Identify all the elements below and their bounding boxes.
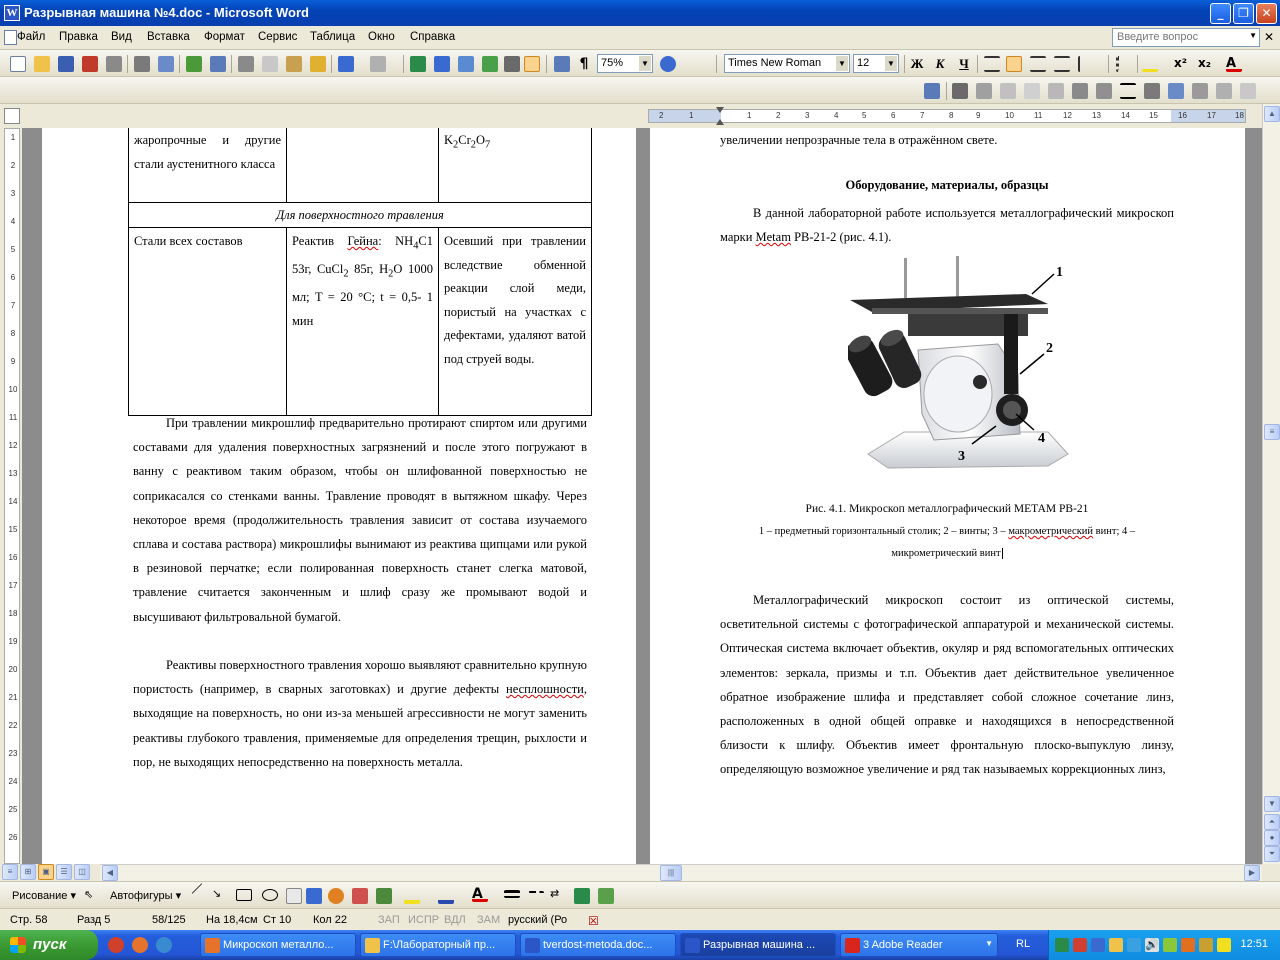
cell-text: жаропрочные и другие стали аустенитного класса xyxy=(134,133,281,171)
columns-icon[interactable] xyxy=(504,56,520,72)
menu-help[interactable]: Справка xyxy=(410,31,456,43)
menu-table[interactable]: Таблица xyxy=(310,31,356,43)
view-buttons xyxy=(0,864,100,881)
document-map-icon[interactable] xyxy=(554,56,570,72)
font-size-select[interactable] xyxy=(853,54,899,73)
text-cursor xyxy=(1002,548,1003,559)
subscript-icon[interactable]: x₂ xyxy=(1198,56,1211,70)
line-spacing-icon[interactable] xyxy=(1078,56,1094,72)
align-left-icon[interactable] xyxy=(984,56,1000,72)
ruler-number: 7 xyxy=(920,111,925,120)
task-label: Разрывная машина ... xyxy=(703,939,816,951)
standard-toolbar xyxy=(0,50,1280,77)
zoom-value: 75% xyxy=(601,57,624,69)
menu-window[interactable]: Окно xyxy=(368,31,395,43)
tray-pen-icon[interactable] xyxy=(1217,938,1231,952)
wordart-icon[interactable] xyxy=(306,888,322,904)
paragraph-text: При травлении микрошлиф предварительно протирают спиртом или другими составами для удаления поверхностных загрязнений и после этого погружают в ванну с реактивом таким образом, чтобы он шлифованной поверхностью не соприкасался со стенками ванны. Травление проводят в вытяжном шкафу. Через некоторое время (продолжительность травления зависит от состава изучаемого сплава и состава раствора) микрошлифы вынимают из реактива щипцами или рукой в резиновой перчатке; если полированная поверхность станет слегка матовой, травление считается законченным и шлиф сразу же промывают водой и высушивают фильтровальной бумагой. xyxy=(133,416,587,624)
caption-text-misspelled: макрометрический xyxy=(1008,526,1094,537)
task-label: F:\Лабораторный пр... xyxy=(383,939,496,951)
font-size-value: 12 xyxy=(857,57,870,69)
ruler-number: 18 xyxy=(8,609,18,618)
ruler-number: 14 xyxy=(8,497,18,506)
help-search-input[interactable] xyxy=(1112,28,1260,47)
ruler-number: 13 xyxy=(8,469,18,478)
cell-text: C1 53г, CuCl xyxy=(292,234,434,276)
leader-line-1 xyxy=(1032,274,1054,294)
word-icon xyxy=(685,938,700,953)
cell-text-misspelled: Гейна xyxy=(347,234,379,248)
ruler-number: 7 xyxy=(10,301,16,310)
spelling-icon[interactable] xyxy=(186,56,202,72)
section-heading: Оборудование, материалы, образцы xyxy=(845,178,1049,192)
ruler-number: 20 xyxy=(8,665,18,674)
table-cell[interactable] xyxy=(439,228,592,416)
ruler-number: 15 xyxy=(1149,111,1158,120)
copy-icon[interactable] xyxy=(262,56,278,72)
scroll-right-icon[interactable]: ▶ xyxy=(1244,865,1260,881)
research-icon[interactable] xyxy=(210,56,226,72)
formula-sub: 4 xyxy=(413,240,419,252)
open-folder-icon[interactable] xyxy=(34,56,50,72)
tab-selector-icon[interactable] xyxy=(4,108,20,124)
maximize-button[interactable]: ❐ xyxy=(1233,3,1254,24)
knob-small xyxy=(973,375,987,389)
menu-view[interactable]: Вид xyxy=(111,31,132,43)
menu-bar xyxy=(0,26,1280,50)
paragraph-text: увеличении непрозрачные тела в отражённом свете. xyxy=(720,133,998,147)
adobe-reader-icon xyxy=(845,938,860,953)
taskbar xyxy=(0,930,1280,960)
cell-text: Стали всех составов xyxy=(134,234,243,248)
reading-view-icon[interactable]: ◫ xyxy=(74,864,90,880)
ruler-number: 9 xyxy=(10,357,16,366)
ruler-number: 3 xyxy=(10,189,16,198)
quicklaunch-ie-icon[interactable] xyxy=(156,937,172,953)
ruler-number: 5 xyxy=(862,111,867,120)
rotate-icon[interactable] xyxy=(1096,83,1112,99)
menu-insert[interactable]: Вставка xyxy=(147,31,190,43)
email-icon[interactable] xyxy=(106,56,122,72)
close-button[interactable]: ✕ xyxy=(1256,3,1277,24)
formula-k: K xyxy=(444,133,454,147)
section-header-text: Для поверхностного травления xyxy=(276,208,444,222)
menu-format[interactable]: Формат xyxy=(204,31,245,43)
microscope-figure[interactable] xyxy=(848,254,1098,490)
task-word-active[interactable] xyxy=(680,933,836,957)
help-icon[interactable] xyxy=(660,56,676,72)
first-line-indent-marker[interactable] xyxy=(716,107,724,113)
figure-label-4: 4 xyxy=(1038,431,1045,446)
task-explorer[interactable] xyxy=(360,933,516,957)
rectangle-icon[interactable] xyxy=(236,889,252,901)
paragraph-top-line[interactable] xyxy=(720,128,1180,152)
arrow-style-icon[interactable]: ⇄ xyxy=(550,888,560,900)
3d-icon[interactable] xyxy=(598,888,614,904)
compress-icon[interactable] xyxy=(1144,83,1160,99)
bold-button[interactable]: Ж xyxy=(910,56,924,71)
page-left[interactable] xyxy=(42,128,636,864)
scroll-down-icon[interactable]: ▼ xyxy=(1264,796,1280,812)
ruler-number: 22 xyxy=(8,721,18,730)
task-label: 3 Adobe Reader xyxy=(863,939,943,951)
status-overtype[interactable]: ЗАМ xyxy=(477,914,501,926)
print-icon[interactable] xyxy=(134,56,150,72)
paragraph-microscope-description[interactable] xyxy=(720,588,1174,782)
font-name-value: Times New Roman xyxy=(728,57,822,69)
cut-icon[interactable] xyxy=(238,56,254,72)
more-brightness-icon[interactable] xyxy=(1024,83,1040,99)
task-word-tverdost[interactable] xyxy=(520,933,676,957)
formula-sub: 2 xyxy=(388,268,394,280)
status-record-macro[interactable]: ЗАП xyxy=(378,914,400,926)
status-column: Кол 22 xyxy=(313,914,347,926)
text-wrapping-icon[interactable] xyxy=(1168,83,1184,99)
new-document-icon[interactable] xyxy=(10,56,26,72)
less-brightness-icon[interactable] xyxy=(1048,83,1064,99)
ruler-number: 2 xyxy=(776,111,781,120)
table-cell[interactable] xyxy=(129,228,287,416)
document-area xyxy=(22,128,1262,864)
formula-sub: 2 xyxy=(343,268,349,280)
highlight-icon[interactable] xyxy=(1142,56,1158,72)
cell-text: O 1000 мл; T = 20 °C; t = 0,5- 1 мин xyxy=(292,262,433,328)
outline-view-icon[interactable]: ☰ xyxy=(56,864,72,880)
autoshapes-button[interactable]: Автофигуры ▾ xyxy=(110,890,182,902)
save-icon[interactable] xyxy=(58,56,74,72)
right-column xyxy=(1004,314,1018,394)
ruler-number: 8 xyxy=(949,111,954,120)
start-button[interactable] xyxy=(0,930,98,960)
tray-antivirus-icon[interactable] xyxy=(1073,938,1087,952)
picture-icon[interactable] xyxy=(376,888,392,904)
caption-text: 1 – предметный горизонтальный столик; 2 – винты; 3 – xyxy=(758,526,1009,537)
scroll-thumb[interactable]: ≡ xyxy=(1264,424,1280,440)
antenna-right xyxy=(956,256,959,298)
picture-toolbar xyxy=(0,77,1280,104)
tray-volume-icon[interactable]: 🔊 xyxy=(1145,939,1159,951)
clock[interactable]: 12:51 xyxy=(1240,938,1268,950)
format-painter-icon[interactable] xyxy=(310,56,326,72)
document-icon[interactable] xyxy=(4,30,17,45)
ruler-number: 4 xyxy=(10,217,16,226)
align-center-icon[interactable] xyxy=(1006,56,1022,72)
line-icon[interactable] xyxy=(192,883,203,894)
insert-picture-icon[interactable] xyxy=(924,83,940,99)
fill-color-icon[interactable] xyxy=(404,888,420,904)
system-tray xyxy=(1048,930,1280,960)
align-right-icon[interactable] xyxy=(1030,56,1046,72)
ruler-number: 16 xyxy=(1178,111,1187,120)
drawing-toolbar xyxy=(0,881,1280,908)
paragraph-etching[interactable] xyxy=(133,411,587,629)
ruler-number: 25 xyxy=(8,805,18,814)
line-color-icon[interactable] xyxy=(438,888,454,904)
word-icon xyxy=(525,938,540,953)
formula-o: O xyxy=(475,133,485,147)
horizontal-ruler[interactable] xyxy=(648,109,1246,123)
help-placeholder: Введите вопрос xyxy=(1117,31,1199,43)
formula-sub: 2 xyxy=(470,139,476,151)
font-name-select[interactable] xyxy=(724,54,850,73)
ruler-number: 24 xyxy=(8,777,18,786)
paste-icon[interactable] xyxy=(286,56,302,72)
superscript-icon[interactable]: x² xyxy=(1174,56,1187,70)
window-title: Разрывная машина №4.doc - Microsoft Word xyxy=(24,5,309,20)
line-style-icon[interactable] xyxy=(1120,83,1136,99)
ruler-number: 17 xyxy=(8,581,18,590)
spelling-status-icon[interactable]: ☒ xyxy=(588,914,599,928)
horizontal-scrollbar[interactable] xyxy=(100,864,1262,881)
paragraph-intro[interactable] xyxy=(720,201,1174,249)
redo-icon[interactable] xyxy=(370,56,386,72)
page-right[interactable] xyxy=(650,128,1245,864)
drawing-font-color-icon[interactable]: A xyxy=(472,886,488,902)
tray-network-icon[interactable] xyxy=(1055,938,1069,952)
ruler-area xyxy=(0,104,1280,128)
language-indicator[interactable]: RL xyxy=(1016,938,1031,950)
table-row xyxy=(129,128,592,203)
status-line: Ст 10 xyxy=(263,914,292,926)
windows-flag-icon xyxy=(10,937,26,953)
ruler-number: 18 xyxy=(1235,111,1244,120)
hyperlink-icon[interactable] xyxy=(410,56,426,72)
zoom-select[interactable] xyxy=(597,54,653,73)
minimize-button[interactable]: _ xyxy=(1210,3,1231,24)
ruler-number: 2 xyxy=(10,161,16,170)
word-app-icon[interactable]: W xyxy=(4,5,20,21)
select-browse-object-icon[interactable]: ● xyxy=(1264,830,1280,846)
formula-cr: Cr xyxy=(458,133,471,147)
tray-usb-icon[interactable] xyxy=(1163,938,1177,952)
leader-line-2 xyxy=(1020,354,1044,374)
underline-button[interactable]: Ч xyxy=(959,56,969,71)
status-language[interactable]: русский (Ро xyxy=(508,914,568,926)
set-transparent-icon[interactable] xyxy=(1216,83,1232,99)
task-label: tverdost-metoda.doc... xyxy=(543,939,653,951)
ruler-number: 14 xyxy=(1121,111,1130,120)
tray-update-icon[interactable] xyxy=(1127,938,1141,952)
status-page: Стр. 58 xyxy=(10,914,48,926)
status-bar xyxy=(0,908,1280,930)
tables-borders-icon[interactable] xyxy=(434,56,450,72)
caption-text: винт; 4 – микрометрический винт xyxy=(891,526,1136,559)
ruler-number: 13 xyxy=(1092,111,1101,120)
table-cell[interactable] xyxy=(129,128,287,203)
ruler-number: 4 xyxy=(834,111,839,120)
menu-tools[interactable]: Сервис xyxy=(258,31,298,43)
figure-label-1: 1 xyxy=(1056,265,1063,280)
tray-battery-icon[interactable] xyxy=(1199,938,1213,952)
paragraph-text: РВ-21-2 (рис. 4.1). xyxy=(790,230,892,245)
ruler-number: 19 xyxy=(8,637,18,646)
previous-page-icon[interactable]: ⏶ xyxy=(1264,814,1280,830)
tray-monitor-icon[interactable] xyxy=(1091,938,1105,952)
vertical-scrollbar[interactable] xyxy=(1262,104,1280,864)
paragraph-text: , выходящие на поверхность, но они из-за меньшей агрессивности не могут заменить реактивы глубокого травления, применяемые для определения трещин, рыхлости и пор, не выходящих непосредственно на поверхность металла. xyxy=(133,682,587,769)
more-contrast-icon[interactable] xyxy=(976,83,992,99)
task-label: Микроскоп металло... xyxy=(223,939,334,951)
insert-table-icon[interactable] xyxy=(458,56,474,72)
show-formatting-icon[interactable]: ¶ xyxy=(579,56,589,72)
reset-picture-icon[interactable] xyxy=(1240,83,1256,99)
ruler-number: 1 xyxy=(10,133,16,142)
figure-label-2: 2 xyxy=(1046,341,1053,356)
ruler-number: 5 xyxy=(10,245,16,254)
italic-button[interactable]: К xyxy=(935,56,945,71)
bullets-icon[interactable] xyxy=(1116,56,1132,72)
ruler-number: 17 xyxy=(1207,111,1216,120)
ruler-number: 6 xyxy=(10,273,16,282)
drawing-menu-button[interactable]: Рисование ▾ xyxy=(12,890,76,902)
crop-icon[interactable] xyxy=(1072,83,1088,99)
color-icon[interactable] xyxy=(952,83,968,99)
normal-view-icon[interactable]: ≡ xyxy=(2,864,18,880)
paragraph-text-misspelled: Metam xyxy=(755,230,791,245)
ruler-number: 3 xyxy=(805,111,810,120)
menu-file[interactable]: Файл xyxy=(17,31,46,43)
title-bar xyxy=(0,0,1280,26)
etchant-table[interactable] xyxy=(128,128,592,416)
ruler-number: 6 xyxy=(891,111,896,120)
chevron-down-icon[interactable]: ▼ xyxy=(836,56,848,71)
cell-text: Реактив xyxy=(292,234,348,248)
next-page-icon[interactable]: ⏷ xyxy=(1264,846,1280,862)
figure-label-3: 3 xyxy=(958,449,965,464)
insert-excel-icon[interactable] xyxy=(482,56,498,72)
web-view-icon[interactable]: ⊞ xyxy=(20,864,36,880)
chevron-down-icon[interactable]: ▼ xyxy=(1249,31,1257,40)
document-close-icon[interactable]: ✕ xyxy=(1264,30,1275,44)
ruler-number: 1 xyxy=(747,111,752,120)
ruler-number: 26 xyxy=(8,833,18,842)
table-row xyxy=(129,203,592,228)
light-housing xyxy=(924,356,992,432)
ruler-number: 11 xyxy=(1034,111,1043,120)
print-layout-icon[interactable]: ▣ xyxy=(38,864,54,880)
ruler-number: 8 xyxy=(10,329,16,338)
status-pages: 58/125 xyxy=(152,914,186,926)
ruler-number: 10 xyxy=(1005,111,1014,120)
chevron-down-icon[interactable]: ▼ xyxy=(985,939,993,948)
scroll-up-icon[interactable]: ▲ xyxy=(1264,106,1280,122)
status-extend[interactable]: ВДЛ xyxy=(444,914,466,926)
ruler-number: 21 xyxy=(8,693,18,702)
arrow-icon[interactable]: ↘ xyxy=(212,888,222,900)
format-picture-icon[interactable] xyxy=(1192,83,1208,99)
status-section: Разд 5 xyxy=(77,914,111,926)
scroll-left-icon[interactable]: ◀ xyxy=(102,865,118,881)
ruler-number: 9 xyxy=(976,111,981,120)
folder-icon xyxy=(365,938,380,953)
table-section-header[interactable] xyxy=(129,203,592,228)
figure-caption-legend[interactable] xyxy=(720,521,1174,565)
quicklaunch-firefox-icon[interactable] xyxy=(132,937,148,953)
select-objects-icon[interactable]: ⇖ xyxy=(84,889,94,901)
task-firefox[interactable] xyxy=(200,933,356,957)
less-contrast-icon[interactable] xyxy=(1000,83,1016,99)
paragraph-text-misspelled: несплошности xyxy=(506,682,584,697)
left-indent-marker[interactable] xyxy=(716,119,724,125)
table-row xyxy=(129,228,592,416)
paragraph-reagents[interactable] xyxy=(133,653,587,774)
font-color-icon[interactable]: A xyxy=(1226,56,1242,72)
chevron-down-icon[interactable]: ▼ xyxy=(885,56,897,71)
paragraph-text: Реактивы поверхностного травления хорошо выявляют сравнительно крупную пористость (например, в сварных заготовках) и другие дефекты xyxy=(133,658,587,697)
ruler-number: 16 xyxy=(8,553,18,562)
justify-icon[interactable] xyxy=(1054,56,1070,72)
undo-icon[interactable] xyxy=(338,56,354,72)
ruler-number: 11 xyxy=(8,413,18,422)
oval-icon[interactable] xyxy=(262,889,278,901)
permission-icon[interactable] xyxy=(82,56,98,72)
stage-front xyxy=(872,308,1048,314)
chevron-down-icon[interactable]: ▼ xyxy=(639,56,651,71)
firefox-icon xyxy=(205,938,220,953)
start-label: пуск xyxy=(33,936,67,953)
diagram-icon[interactable] xyxy=(328,888,344,904)
ruler-number: 15 xyxy=(8,525,18,534)
formula-sub: 7 xyxy=(484,139,491,151)
antenna-left xyxy=(904,258,907,298)
ruler-number: 10 xyxy=(8,385,18,394)
tray-messenger-icon[interactable] xyxy=(1109,938,1123,952)
ruler-number: 12 xyxy=(1063,111,1072,120)
tray-tool-icon[interactable] xyxy=(1181,938,1195,952)
drawing-icon[interactable] xyxy=(524,56,540,72)
vertical-ruler[interactable] xyxy=(4,128,20,864)
print-preview-icon[interactable] xyxy=(158,56,174,72)
table-cell[interactable] xyxy=(439,128,592,203)
cell-text: : NH xyxy=(378,234,414,248)
status-position: На 18,4см xyxy=(206,914,258,926)
shadow-icon[interactable] xyxy=(574,888,590,904)
text-box-icon[interactable] xyxy=(286,888,302,904)
task-adobe-reader[interactable] xyxy=(840,933,998,957)
clipart-icon[interactable] xyxy=(352,888,368,904)
hscroll-thumb[interactable]: ||| xyxy=(660,865,682,881)
dash-style-icon[interactable] xyxy=(528,891,544,897)
status-track-changes[interactable]: ИСПР xyxy=(408,914,440,926)
formula-sub: 2 xyxy=(453,139,459,151)
line-style-draw-icon[interactable] xyxy=(504,890,520,898)
figure-caption-title: Рис. 4.1. Микроскоп металлографический МЕТАМ РВ-21 xyxy=(805,503,1089,515)
ruler-number: 23 xyxy=(8,749,18,758)
quicklaunch-opera-icon[interactable] xyxy=(108,937,124,953)
cell-text: 85г, H xyxy=(348,262,389,276)
ruler-number: 2 xyxy=(659,111,664,120)
ruler-number: 1 xyxy=(689,111,694,120)
paragraph-text: Металлографический микроскоп состоит из оптической системы, осветительной системы с фотографической аппаратурой и механической системы. Оптическая система включает объектив, окуляр и ряд вспомогательных оптических элементов: зеркала, призмы и т.п. Объектив дает действительное увеличенное обратное изображение шлифа и представляет собой сложное сочетание линз, расположенных в одной общей оправке и находящихся в непосредственной близости к шлифу. Объектив имеет фронтальную плоско-выпуклую линзу, определяющую возможное увеличение и ряд так называемых коррекционных линз, xyxy=(720,593,1174,777)
table-cell[interactable] xyxy=(287,228,439,416)
paragraph-text: В данной лабораторной работе используется металлографический микроскоп марки xyxy=(720,206,1174,245)
table-cell[interactable] xyxy=(287,128,439,203)
cell-text: Осевший при травлении вследствие обменной реакции слой меди, пористый на участках с дефектами, удаляют ватой под струей воды. xyxy=(444,234,586,366)
ruler-number: 12 xyxy=(8,441,18,450)
menu-edit[interactable]: Правка xyxy=(59,31,98,43)
